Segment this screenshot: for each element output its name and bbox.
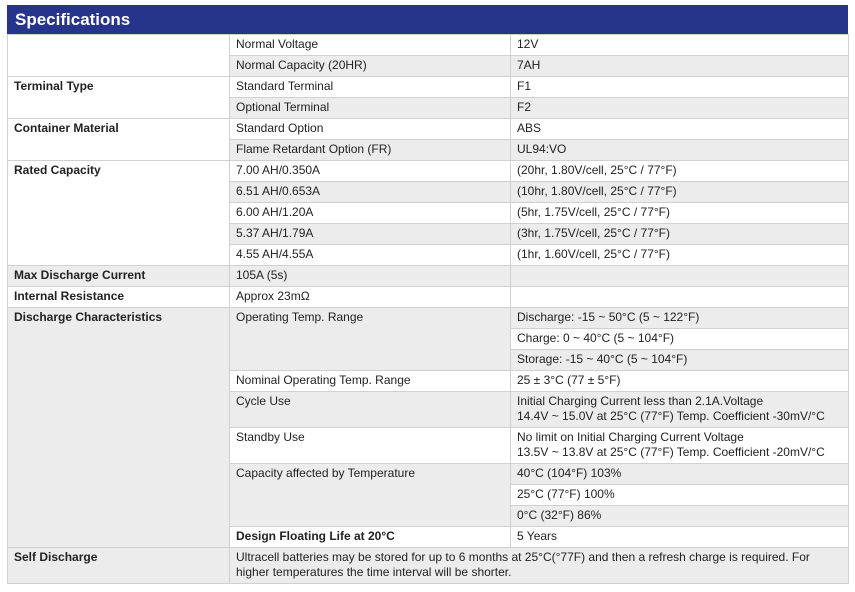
spec-label: Design Floating Life at 20°C [230, 527, 511, 548]
spec-param: Standard Terminal [230, 77, 511, 98]
spec-param: 4.55 AH/4.55A [230, 245, 511, 266]
spec-value-empty [511, 266, 849, 287]
table-row [8, 161, 849, 182]
spec-value: (10hr, 1.80V/cell, 25°C / 77°F) [511, 182, 849, 203]
spec-param: Flame Retardant Option (FR) [230, 140, 511, 161]
table-row [8, 266, 849, 287]
table-row [8, 548, 849, 584]
spec-value: Storage: -15 ~ 40°C (5 ~ 104°F) [511, 350, 849, 371]
spec-param: Approx 23mΩ [230, 287, 511, 308]
spec-param: Cycle Use [230, 392, 511, 428]
spec-value-line: 13.5V ~ 13.8V at 25°C (77°F) Temp. Coefficient -20mV/°C [517, 445, 825, 459]
spec-param: Optional Terminal [230, 98, 511, 119]
spec-value: UL94:VO [511, 140, 849, 161]
spec-value: 25°C (77°F) 100% [511, 485, 849, 506]
spec-param: Normal Capacity (20HR) [230, 56, 511, 77]
spec-value: ABS [511, 119, 849, 140]
spec-label: Rated Capacity [8, 161, 230, 266]
spec-value: 12V [511, 35, 849, 56]
spec-value: Charge: 0 ~ 40°C (5 ~ 104°F) [511, 329, 849, 350]
spec-param: 6.00 AH/1.20A [230, 203, 511, 224]
spec-param: Standby Use [230, 428, 511, 464]
spec-value-line: 14.4V ~ 15.0V at 25°C (77°F) Temp. Coefficient -30mV/°C [517, 409, 825, 423]
spec-label: Container Material [8, 119, 230, 161]
spec-label: Max Discharge Current [8, 266, 230, 287]
spec-value [511, 392, 849, 428]
spec-param: Nominal Operating Temp. Range [230, 371, 511, 392]
spec-value: 40°C (104°F) 103% [511, 464, 849, 485]
spec-value: 7AH [511, 56, 849, 77]
table-row [8, 119, 849, 140]
specifications-panel [7, 5, 848, 584]
spec-label: Self Discharge [8, 548, 230, 584]
spec-param: Normal Voltage [230, 35, 511, 56]
spec-param: Capacity affected by Temperature [230, 464, 511, 527]
table-row [8, 287, 849, 308]
spec-value: Discharge: -15 ~ 50°C (5 ~ 122°F) [511, 308, 849, 329]
spec-param: 5.37 AH/1.79A [230, 224, 511, 245]
spec-value-line: No limit on Initial Charging Current Voltage [517, 430, 744, 444]
spec-value [230, 548, 849, 584]
spec-value: (20hr, 1.80V/cell, 25°C / 77°F) [511, 161, 849, 182]
table-row [8, 35, 849, 56]
spec-param: Standard Option [230, 119, 511, 140]
spec-value-line: Ultracell batteries may be stored for up to 6 months at 25°C(°77F) and then a refresh charge is required. For [236, 550, 810, 564]
spec-value-line: higher temperatures the time interval will be shorter. [236, 565, 512, 579]
spec-value: (1hr, 1.60V/cell, 25°C / 77°F) [511, 245, 849, 266]
spec-label: Terminal Type [8, 77, 230, 119]
spec-label: Discharge Characteristics [8, 308, 230, 548]
spec-value: 5 Years [511, 527, 849, 548]
spec-param: 105A (5s) [230, 266, 511, 287]
spec-value-line: Initial Charging Current less than 2.1A.Voltage [517, 394, 764, 408]
spec-table [7, 34, 849, 584]
spec-value: F1 [511, 77, 849, 98]
spec-param: 7.00 AH/0.350A [230, 161, 511, 182]
section-title: Specifications [7, 5, 848, 34]
spec-param: Operating Temp. Range [230, 308, 511, 371]
spec-value [511, 428, 849, 464]
spec-label: Internal Resistance [8, 287, 230, 308]
spec-value-empty [511, 287, 849, 308]
spec-label-empty [8, 35, 230, 77]
spec-value: 25 ± 3°C (77 ± 5°F) [511, 371, 849, 392]
spec-value: (5hr, 1.75V/cell, 25°C / 77°F) [511, 203, 849, 224]
spec-value: 0°C (32°F) 86% [511, 506, 849, 527]
spec-param: 6.51 AH/0.653A [230, 182, 511, 203]
table-row [8, 77, 849, 98]
spec-value: (3hr, 1.75V/cell, 25°C / 77°F) [511, 224, 849, 245]
table-row [8, 308, 849, 329]
spec-value: F2 [511, 98, 849, 119]
